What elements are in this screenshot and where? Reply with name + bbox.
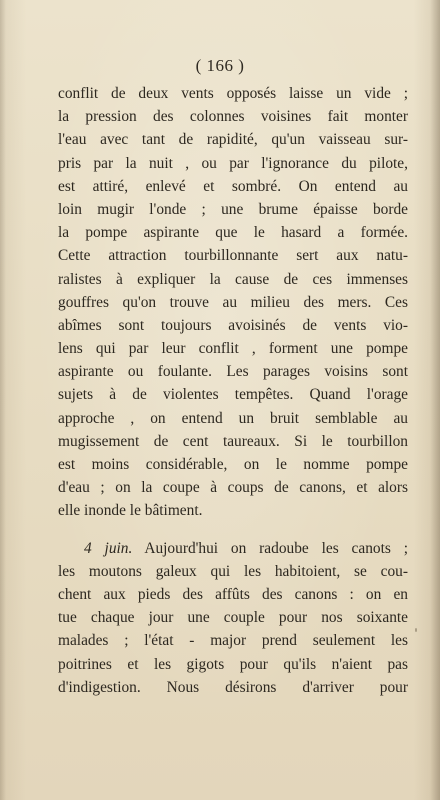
- text-line: ralistes à expliquer la cause de ces immenses: [58, 270, 408, 288]
- paragraph-2: [58, 537, 408, 699]
- text-line: est attiré, enlevé et sombré. On entend au: [58, 177, 408, 195]
- text-line: les moutons galeux qui les habitoient, se cou-: [58, 562, 408, 580]
- page-left-edge-shadow: [0, 0, 6, 800]
- paragraph-1: [58, 82, 408, 537]
- text-line: lens qui par leur conflit , forment une pompe: [58, 340, 408, 358]
- text-line: aspirante ou foulante. Les parages voisins sont: [58, 363, 408, 381]
- text-line: elle inonde le bâtiment.: [58, 502, 203, 520]
- text-line: mugissement de cent taureaux. Si le tourbillon: [58, 432, 408, 450]
- text-line: chent aux pieds des affûts des canons : on en: [58, 585, 408, 603]
- text-line: la pression des colonnes voisines fait monter: [58, 108, 408, 126]
- text-line: sujets à de violentes tempêtes. Quand l'orage: [58, 386, 408, 404]
- ink-speck: [257, 90, 260, 93]
- ink-speck: [182, 180, 184, 182]
- body-text: [58, 82, 408, 699]
- text-line: conflit de deux vents opposés laisse un vide ;: [58, 85, 408, 102]
- text-line: d'eau ; on la coupe à coups de canons, et alors: [58, 479, 408, 497]
- date-heading: 4 juin.: [84, 539, 133, 557]
- text-line: la pompe aspirante que le hasard a formée.: [58, 224, 408, 242]
- text-line: pris par la nuit , ou par l'ignorance du pilote,: [58, 154, 408, 172]
- page-number: ( 166 ): [195, 56, 245, 75]
- text-line: malades ; l'état - major prend seulement les: [58, 632, 408, 650]
- page-right-edge-shadow: [430, 0, 440, 800]
- ink-speck: [415, 628, 417, 632]
- text-line: gouffres qu'on trouve au milieu des mers. Ces: [58, 293, 408, 311]
- first-line-text: Aujourd'hui on radoube les canots ;: [132, 539, 408, 557]
- text-line: est moins considérable, on le nomme pompe: [58, 456, 408, 473]
- text-line: Cette attraction tourbillonnante sert aux natu-: [58, 247, 408, 265]
- text-line: tue chaque jour une couple pour nos soixante: [58, 609, 408, 627]
- text-line: abîmes sont toujours avoisinés de vents vio-: [58, 316, 408, 334]
- paragraph-2-first-line: [58, 537, 408, 560]
- text-line: poitrines et les gigots pour qu'ils n'aient pas: [58, 655, 408, 673]
- paragraph-gap: [58, 523, 408, 537]
- text-line: loin mugir l'onde ; une brume épaisse borde: [58, 200, 408, 218]
- text-line: d'indigestion. Nous désirons d'arriver pour: [58, 678, 408, 696]
- text-line: approche , on entend un bruit semblable au: [58, 409, 408, 427]
- text-line: l'eau avec tant de rapidité, qu'un vaisseau sur-: [58, 131, 408, 149]
